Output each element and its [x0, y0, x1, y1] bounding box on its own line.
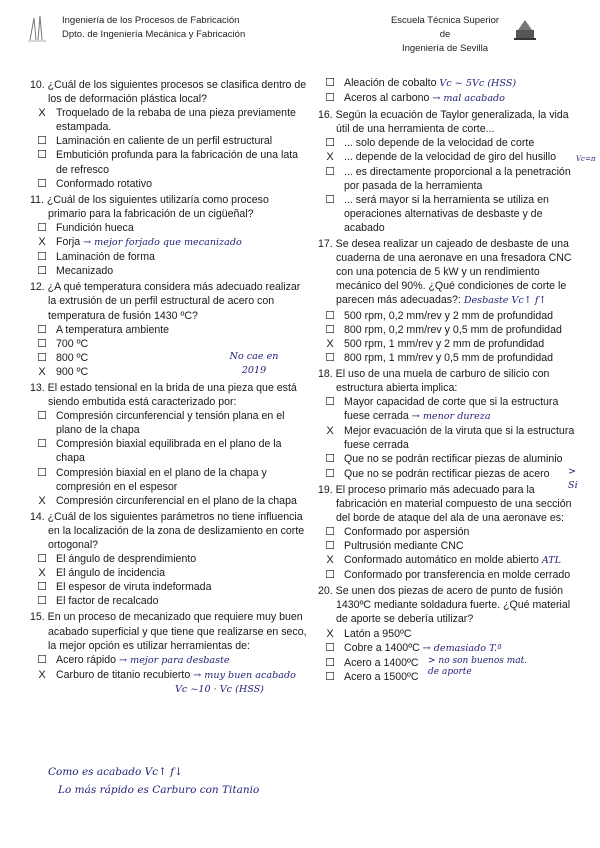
checkbox[interactable]: ☐ [37, 251, 47, 264]
checkbox[interactable]: ☐ [37, 581, 47, 594]
option-text: Latón a 950ºC [344, 627, 412, 640]
option[interactable] [30, 653, 310, 668]
handwritten-note: > Si [568, 465, 578, 491]
option[interactable] [318, 193, 584, 235]
question-text: 12. ¿A qué temperatura considera más adecuado realizar la extrusión de un perfil estructural de acero con temperatura de fusión 1430 ºC? [30, 281, 301, 322]
question-15-continued [318, 76, 584, 106]
option-text: Compresión biaxial equilibrada en el plano de la chapa [56, 438, 282, 465]
option-text: Fundición hueca [56, 221, 134, 234]
option-text: Mayor capacidad de corte que si la estructura fuese cerrada [344, 396, 559, 423]
school-logo-icon [512, 16, 538, 42]
header-school-line1: Escuela Técnica Superior de [390, 15, 500, 40]
question-18 [318, 367, 584, 491]
option-text: Acero rápido [56, 653, 117, 666]
handwritten-note: → mejor forjado que mecanizado [83, 237, 242, 249]
handwritten-note: Vc ~10 · Vc (HSS) [175, 683, 264, 695]
option-text: Mecanizado [56, 265, 114, 278]
option-text: Troquelado de la rebaba de una pieza previamente estampada. [56, 107, 296, 134]
checkbox[interactable]: X [38, 668, 46, 681]
checkbox[interactable]: ☐ [37, 323, 47, 336]
option-text: Carburo de titanio recubierto [56, 668, 191, 681]
option-text: ... es directamente proporcional a la penetración por pasada de la herramienta [344, 165, 571, 192]
option[interactable] [30, 594, 310, 608]
question-15 [30, 610, 310, 697]
option-text: Compresión circunferencial y tensión plana en el plano de la chapa [56, 410, 285, 437]
checkbox[interactable]: ☐ [325, 351, 335, 364]
question-14 [30, 510, 310, 609]
checkbox[interactable]: ☐ [325, 137, 335, 150]
question-text: 11. ¿Cuál de los siguientes utilizaría como proceso primario para la fabricación de un cigüeñal? [30, 193, 269, 220]
question-11 [30, 193, 310, 279]
option-text: El ángulo de desprendimiento [56, 553, 197, 566]
handwritten-note: ATL [541, 555, 562, 567]
option[interactable] [30, 134, 310, 148]
checkbox[interactable]: ☐ [325, 396, 335, 409]
option-text: Conformado por aspersión [344, 525, 470, 538]
handwritten-note: → muy buen acabado [193, 669, 296, 681]
option[interactable] [318, 525, 584, 539]
option-text: Conformado por transferencia en molde cerrado [344, 569, 571, 582]
option[interactable] [30, 437, 310, 465]
checkbox[interactable]: ☐ [325, 165, 335, 178]
option[interactable] [30, 668, 310, 683]
checkbox[interactable]: ☐ [325, 193, 335, 206]
header-school [385, 14, 505, 56]
question-13 [30, 381, 310, 508]
checkbox[interactable]: ☐ [325, 323, 335, 336]
option-text: Mejor evacuación de la viruta que si la estructura fuese cerrada [344, 425, 575, 452]
option[interactable] [318, 553, 584, 568]
question-text: 16. Según la ecuación de Taylor generalizada, la vida útil de una herramienta de corte... [318, 109, 569, 136]
checkbox[interactable]: ☐ [37, 177, 47, 190]
handwritten-footer-line1: Como es acabado Vc↑ f↓ [48, 766, 183, 778]
option-text: 800 rpm, 1 mm/rev y 0,5 mm de profundidad [344, 351, 554, 364]
option-text: Embutición profunda para la fabricación de una lata de refresco [56, 149, 299, 176]
question-text: 14. ¿Cuál de los siguientes parámetros no tiene influencia en la localización de la zona de deslizamiento en corte ortogonal? [30, 510, 305, 551]
option-text: 800 rpm, 0,2 mm/rev y 0,5 mm de profundidad [344, 323, 562, 336]
handwritten-note: Vc ~ 5Vc (HSS) [439, 78, 517, 89]
checkbox[interactable]: X [38, 236, 46, 249]
question-text: 20. Se unen dos piezas de acero de punto de fusión 1430ºC mediante soldadura fuerte. ¿Qué material de aporte se debería utilizar? [318, 585, 571, 626]
option[interactable] [318, 91, 584, 106]
option[interactable] [30, 264, 310, 278]
option-text: Acero a 1500ºC [344, 670, 419, 683]
option-text: El ángulo de incidencia [56, 567, 165, 580]
option-text: 800 ºC [56, 351, 89, 364]
option[interactable] [318, 424, 584, 452]
checkbox[interactable]: X [38, 494, 46, 507]
checkbox[interactable]: X [326, 337, 334, 350]
checkbox[interactable]: ☐ [325, 467, 335, 480]
option[interactable] [318, 309, 584, 323]
option[interactable] [30, 250, 310, 264]
option-text: Cobre a 1400ºC [344, 641, 420, 654]
option-text: El factor de recalcado [56, 595, 159, 608]
option[interactable] [318, 150, 584, 164]
question-text: 19. El proceso primario más adecuado para la fabricación en material compuesto de una sección del borde de ataque del ala de una aeronave es: [318, 483, 572, 524]
question-16 [318, 108, 596, 235]
option[interactable] [318, 395, 584, 424]
header-dept: Dpto. de Ingeniería Mecánica y Fabricación [62, 29, 246, 40]
option[interactable] [30, 552, 310, 566]
option-text: 500 rpm, 1 mm/rev y 2 mm de profundidad [344, 337, 545, 350]
question-text [318, 237, 584, 308]
handwritten-note: → demasiado T.ª [422, 642, 502, 654]
option[interactable] [318, 165, 584, 193]
option[interactable] [318, 136, 584, 150]
checkbox[interactable]: ☐ [325, 569, 335, 582]
checkbox[interactable]: X [326, 554, 334, 567]
question-19 [318, 483, 584, 583]
checkbox[interactable]: X [38, 107, 46, 120]
question-text: 15. En un proceso de mecanizado que requiere muy buen acabado superficial y que tiene que realizarse en seco, la mejor opción es utilizar herramientas de: [30, 611, 307, 652]
checkbox[interactable]: ☐ [325, 656, 335, 669]
checkbox[interactable]: ☐ [325, 670, 335, 683]
checkbox[interactable]: ☐ [37, 265, 47, 278]
header-school-line2: Ingeniería de Sevilla [401, 43, 489, 54]
option-text: ... depende de la velocidad de giro del husillo [344, 151, 557, 164]
option[interactable] [30, 106, 310, 134]
checkbox[interactable]: ☐ [37, 135, 47, 148]
checkbox[interactable]: ☐ [325, 540, 335, 552]
option-text: Que no se podrán rectificar piezas de aluminio [344, 453, 563, 466]
option[interactable] [30, 409, 310, 437]
handwritten-note: → mal acabado [432, 93, 505, 105]
handwritten-note: No cae en 2019 [229, 351, 279, 377]
question-17 [318, 237, 584, 365]
option-text: ... será mayor si la herramienta se utiliza en operaciones alternativas de desbaste y de acabado [344, 193, 549, 234]
option[interactable] [30, 337, 310, 351]
checkbox[interactable]: X [326, 151, 334, 164]
option[interactable] [30, 323, 310, 337]
option-text: Que no se podrán rectificar piezas de acero [344, 467, 550, 480]
option-text: Pultrusión mediante CNC [344, 540, 464, 552]
option[interactable] [318, 568, 584, 582]
checkbox[interactable]: ☐ [325, 77, 335, 89]
checkbox[interactable]: ☐ [37, 337, 47, 350]
header-course: Ingeniería de los Procesos de Fabricación [62, 15, 240, 26]
question-12 [30, 280, 310, 379]
option[interactable] [318, 452, 584, 466]
checkbox[interactable]: ☐ [325, 641, 335, 654]
checkbox[interactable]: X [326, 425, 334, 438]
checkbox[interactable]: ☐ [325, 309, 335, 322]
option[interactable] [30, 566, 310, 580]
checkbox[interactable]: ☐ [37, 595, 47, 608]
checkbox[interactable]: ☐ [325, 453, 335, 466]
checkbox[interactable]: ☐ [37, 149, 47, 162]
handwritten-note: > no son buenos mat. de aporte [428, 656, 528, 678]
checkbox[interactable]: ☐ [325, 525, 335, 538]
right-column [318, 76, 596, 686]
question-text-body: 17. Se desea realizar un cajeado de desbaste de una cuaderna de una aeronave en una fresadora CNC con una potencia de 5 kW y un rendimiento mecánico del 90%. ¿Qué condiciones de corte le parecen más adecuadas?: [318, 238, 572, 307]
checkbox[interactable]: ☐ [37, 351, 47, 364]
option[interactable] [30, 177, 310, 191]
option-text: Laminación de forma [56, 251, 155, 264]
option-text: Compresión circunferencial en el plano de la chapa [56, 494, 297, 507]
option[interactable] [30, 235, 310, 250]
option[interactable] [318, 539, 584, 553]
option[interactable] [318, 76, 584, 91]
option-text: Conformado automático en molde abierto [344, 554, 539, 567]
checkbox[interactable]: X [326, 627, 334, 640]
option[interactable] [30, 494, 310, 508]
option-text: Aleación de cobalto [344, 77, 437, 89]
handwritten-note: → mejor para desbaste [119, 654, 230, 666]
checkbox[interactable]: X [38, 567, 46, 580]
option-text: 900 ºC [56, 365, 89, 378]
question-text: 18. El uso de una muela de carburo de silicio con estructura abierta implica: [318, 367, 550, 394]
option[interactable] [318, 337, 584, 351]
checkbox[interactable]: ☐ [325, 92, 335, 105]
option-text: 500 rpm, 0,2 mm/rev y 2 mm de profundidad [344, 309, 554, 322]
checkbox[interactable]: ☐ [37, 466, 47, 479]
option[interactable] [30, 148, 310, 176]
option[interactable] [318, 323, 584, 337]
question-20 [318, 584, 584, 684]
left-column [30, 78, 310, 699]
option-text: ... solo depende de la velocidad de corte [344, 137, 535, 150]
checkbox[interactable]: ☐ [37, 653, 47, 666]
option[interactable] [318, 627, 584, 641]
option[interactable] [30, 580, 310, 594]
university-logo-icon [24, 14, 52, 44]
question-text: 13. El estado tensional en la brida de una pieza que está siendo embutida está caracterizado por: [30, 381, 297, 409]
checkbox[interactable]: ☐ [37, 553, 47, 566]
option[interactable] [30, 221, 310, 235]
option[interactable] [318, 351, 584, 365]
option-text: Laminación en caliente de un perfil estructural [56, 135, 273, 148]
handwritten-note: → menor dureza [411, 411, 491, 423]
option-text: Aceros al carbono [344, 92, 430, 105]
option-text: Acero a 1400ºC [344, 656, 419, 669]
handwritten-footer-line2: Lo más rápido es Carburo con Titanio [58, 784, 260, 796]
question-text: 10. ¿Cuál de los siguientes procesos se clasifica dentro de los de deformación plástica local? [30, 79, 307, 106]
option[interactable] [318, 467, 584, 481]
checkbox[interactable]: ☐ [37, 410, 47, 423]
option[interactable] [30, 466, 310, 494]
checkbox[interactable]: X [38, 365, 46, 378]
header-department [62, 14, 245, 42]
checkbox[interactable]: ☐ [37, 221, 47, 234]
option-text: Forja [56, 236, 81, 249]
question-10 [30, 78, 310, 191]
handwritten-note: Desbaste Vc↑ f↑ [463, 295, 547, 307]
option-text: 700 ºC [56, 337, 89, 350]
handwritten-note: Vc=π [576, 155, 596, 164]
option-text: Compresión biaxial en el plano de la chapa y compresión en el espesor [56, 466, 267, 493]
option-text: Conformado rotativo [56, 177, 152, 190]
option[interactable] [318, 641, 584, 656]
checkbox[interactable]: ☐ [37, 438, 47, 451]
option-text: El espesor de viruta indeformada [56, 581, 212, 594]
option-text: A temperatura ambiente [56, 323, 170, 336]
